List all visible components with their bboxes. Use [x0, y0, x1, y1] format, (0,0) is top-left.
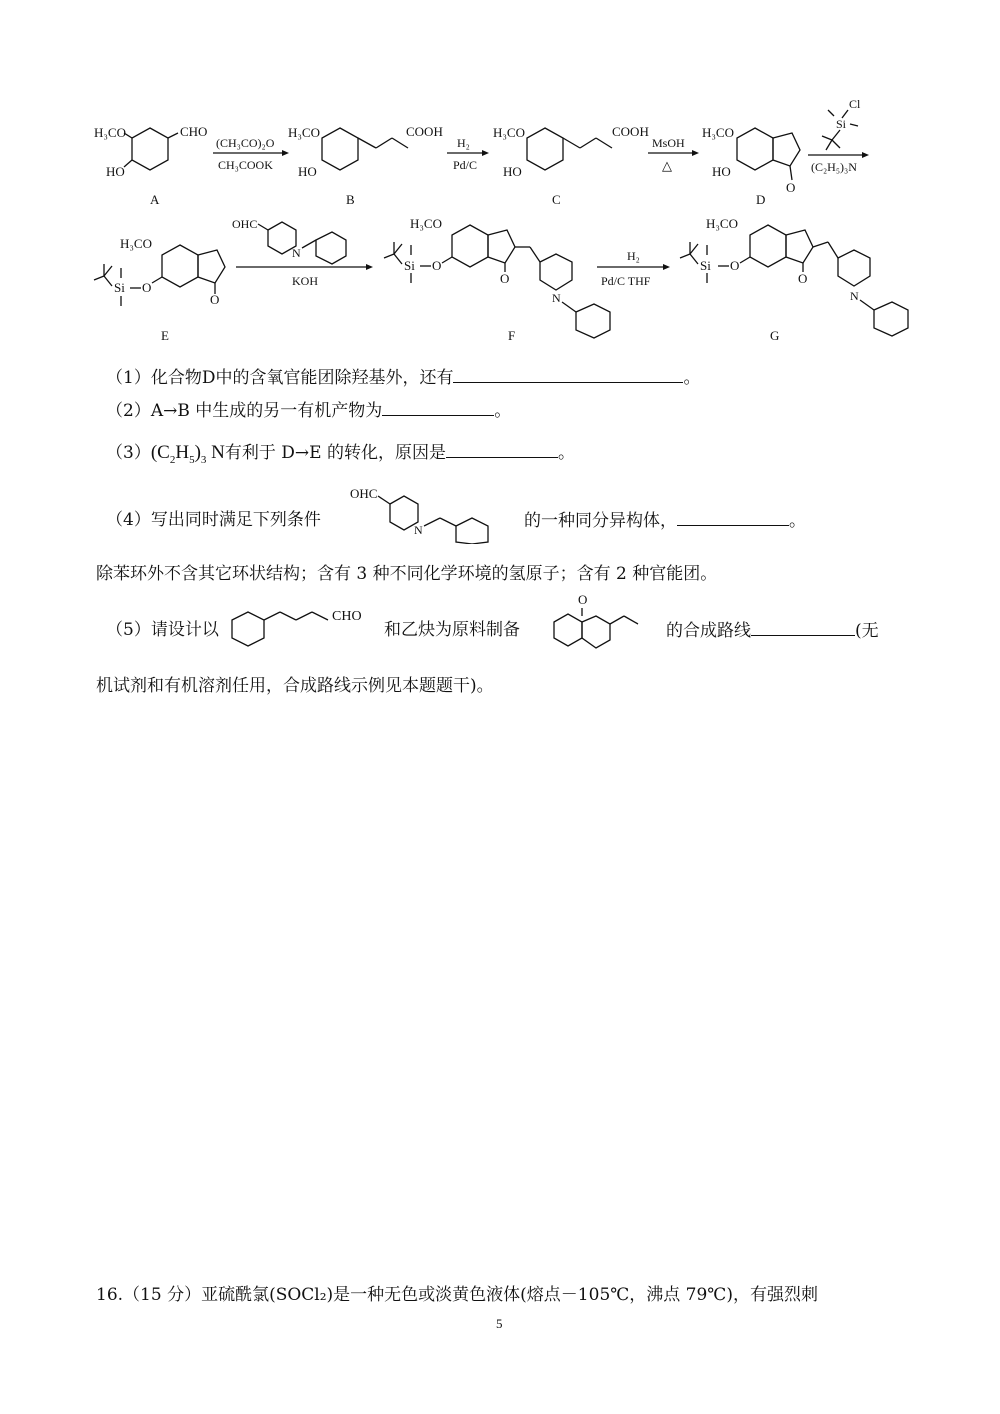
svg-text:H₃CO: H₃CO	[94, 125, 126, 140]
question-3: $(3)(C_2H_5)_3$ N有利于 D→E 的转化，原因是 。	[106, 442, 575, 466]
question-5-line2: 机试剂和有机溶剂任用，合成路线示例见本题题干)。	[96, 676, 494, 696]
svg-text:Si: Si	[700, 258, 711, 273]
svg-text:H₃CO: H₃CO	[120, 236, 152, 251]
arrow-b-c	[447, 136, 489, 172]
question-16: 16.（15 分）亚硫酰氯(SOCl₂)是一种无色或淡黄色液体(熔点－105℃，沸点 79℃)，有强烈刺	[96, 1285, 818, 1305]
question-4: （4）写出同时满足下列条件	[106, 510, 321, 530]
compound-a-structure	[94, 124, 207, 179]
arrow-e-f	[232, 217, 373, 288]
svg-text:Pd/C: Pd/C	[453, 158, 478, 172]
compound-d-structure	[702, 125, 800, 195]
question-4-tail: 的一种同分异构体， 。	[524, 511, 806, 531]
label-g: G	[770, 328, 780, 343]
question-1: （1）化合物D中的含氧官能团除羟基外，还有 。	[106, 368, 701, 388]
svg-text:O: O	[798, 271, 808, 286]
arrow-a-b	[213, 136, 289, 172]
q4-inline-structure	[346, 482, 526, 544]
question-5: （5）请设计以	[106, 620, 219, 640]
svg-text:O: O	[786, 180, 796, 195]
page-number: 5	[496, 1316, 503, 1331]
svg-text:OHC: OHC	[350, 486, 378, 501]
svg-text:Si: Si	[836, 117, 847, 131]
svg-text:COOH: COOH	[406, 124, 443, 139]
question-4-conditions: 除苯环外不含其它环状结构；含有 3 种不同化学环境的氢原子；含有 2 种官能团。	[96, 564, 718, 584]
svg-text:H₃CO: H₃CO	[706, 216, 738, 231]
svg-text:COOH: COOH	[612, 124, 649, 139]
arrow-c-d	[648, 136, 699, 173]
svg-text:N: N	[850, 289, 859, 303]
svg-text:△: △	[662, 158, 672, 173]
label-e: E	[161, 328, 169, 343]
label-b: B	[346, 192, 355, 207]
question-5-mid: 和乙炔为原料制备	[384, 620, 520, 640]
svg-text:O: O	[142, 280, 152, 295]
svg-text:H₃CO: H₃CO	[493, 125, 525, 140]
svg-text:O: O	[730, 258, 740, 273]
answer-blank-3[interactable]	[446, 441, 558, 458]
label-a: A	[150, 192, 160, 207]
svg-text:OHC: OHC	[232, 217, 258, 231]
svg-text:O: O	[210, 292, 220, 307]
answer-blank-5[interactable]	[751, 619, 855, 636]
arrow-f-g	[597, 249, 670, 288]
svg-text:HO: HO	[712, 164, 731, 179]
triethylamine-formula: $(C_2H_5)_3$ N	[150, 442, 225, 466]
q5-starting-material-structure	[228, 598, 383, 650]
compound-e-structure	[94, 236, 225, 307]
svg-text:KOH: KOH	[292, 274, 318, 288]
reaction-scheme	[0, 0, 1000, 360]
svg-text:CHO: CHO	[332, 609, 362, 624]
compound-f-structure	[384, 216, 610, 338]
svg-text:H₃CO: H₃CO	[410, 216, 442, 231]
svg-text:HO: HO	[106, 164, 125, 179]
svg-text:(CH₃CO)₂O: (CH₃CO)₂O	[216, 136, 275, 150]
svg-text:(C₂H₅)₃N: (C₂H₅)₃N	[811, 160, 857, 174]
q5-target-structure	[548, 592, 668, 654]
svg-text:H₂: H₂	[457, 136, 470, 150]
svg-text:N: N	[292, 246, 301, 260]
svg-text:CHO: CHO	[180, 124, 208, 139]
svg-text:H₂: H₂	[627, 249, 640, 263]
answer-blank-4[interactable]	[677, 509, 789, 526]
arrow-d-e	[808, 97, 869, 174]
svg-text:Pd/C THF: Pd/C THF	[601, 274, 651, 288]
compound-g-structure	[680, 216, 908, 336]
svg-text:CH₃COOK: CH₃COOK	[218, 158, 273, 172]
answer-blank-1[interactable]	[453, 366, 683, 383]
question-2: （2）A→B 中生成的另一有机产物为 。	[106, 401, 512, 421]
svg-text:Si: Si	[404, 258, 415, 273]
svg-text:MsOH: MsOH	[652, 136, 685, 150]
label-d: D	[756, 192, 766, 207]
svg-text:H₃CO: H₃CO	[702, 125, 734, 140]
answer-blank-2[interactable]	[382, 399, 494, 416]
svg-text:Cl: Cl	[849, 97, 861, 111]
label-c: C	[552, 192, 561, 207]
svg-text:HO: HO	[298, 164, 317, 179]
svg-text:H₃CO: H₃CO	[288, 125, 320, 140]
compound-b-structure	[288, 124, 443, 179]
svg-text:N: N	[552, 291, 561, 305]
svg-text:Si: Si	[114, 280, 125, 295]
question-5-tail: 的合成路线 (无	[666, 621, 879, 641]
svg-text:O: O	[500, 271, 510, 286]
svg-text:N: N	[414, 523, 423, 537]
compound-c-structure	[493, 124, 649, 179]
label-f: F	[508, 328, 516, 343]
svg-text:HO: HO	[503, 164, 522, 179]
svg-text:O: O	[578, 592, 588, 607]
svg-text:O: O	[432, 258, 442, 273]
